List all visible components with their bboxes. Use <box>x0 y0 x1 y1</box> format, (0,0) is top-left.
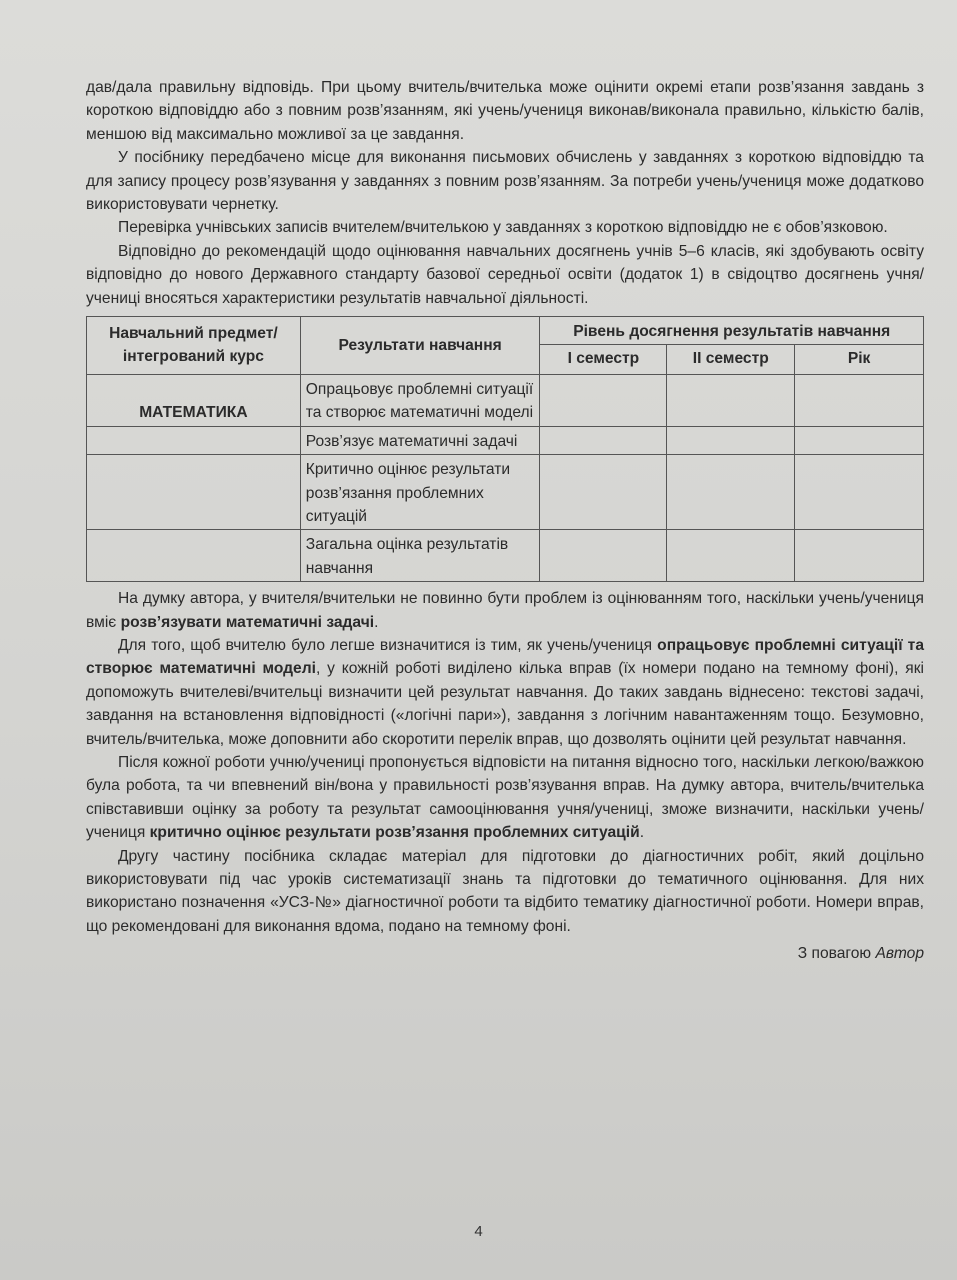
year-cell <box>795 374 924 426</box>
header-semester-1: І семестр <box>540 345 667 374</box>
header-subject: Навчальний предмет/ інтегрований курс <box>87 317 301 375</box>
paragraph-text: . <box>639 824 645 842</box>
subject-cell <box>87 455 301 530</box>
semester-1-cell <box>540 374 667 426</box>
paragraph <box>86 634 924 751</box>
header-results: Результати навчання <box>300 317 540 375</box>
page-content <box>86 76 924 966</box>
paragraph-text: Перевірка учнівських записів вчителем/вчителькою у завданнях з короткою відповіддю не є обов’язковою. <box>118 219 888 237</box>
paragraph <box>86 240 924 310</box>
paragraph-text: , у кожній роботі виділено кілька вправ (їх номери подано на темному фоні), які допоможуть вчителеві/вчительці визначити цей результат навчання. До таких завдань віднесено: текстові задачі, завдання на встановлення відповідності («логічні пари»), завдання з логічним навантаженням тощо. Безумовно, вчитель/вчителька, може доповнити або скоротити перелік вправ, що дозволять оцінити цей результат навчання. <box>86 660 924 748</box>
semester-2-cell <box>667 374 795 426</box>
intro-section <box>86 76 924 310</box>
subject-cell <box>87 530 301 582</box>
semester-2-cell <box>667 530 795 582</box>
semester-1-cell <box>540 426 667 454</box>
subject-cell: МАТЕМАТИКА <box>87 374 301 426</box>
table-row <box>87 455 924 530</box>
signature-author: Автор <box>875 945 924 963</box>
signature-text: З повагою <box>797 945 872 963</box>
emphasis-text: опрацьовує проблемні ситуації та створює математичні моделі <box>86 636 924 678</box>
paragraph <box>86 845 924 939</box>
semester-1-cell <box>540 455 667 530</box>
emphasis-text: критично оцінює результати розв’язання проблемних ситуацій <box>149 824 640 842</box>
paragraph-text: Відповідно до рекомендацій щодо оцінювання навчальних досягнень учнів 5–6 класів, які здобувають освіту відповідно до нового Державного стандарту базової середньої освіти (додаток 1) в свідоцтво досягнень учня/учениці вносяться характеристики результатів навчальної діяльності. <box>86 242 924 307</box>
subject-cell <box>87 426 301 454</box>
header-year: Рік <box>795 345 924 374</box>
semester-2-cell <box>667 455 795 530</box>
paragraph-text: Другу частину посібника складає матеріал для підготовки до діагностичних робіт, який доцільно використовувати під час уроків систематизації знань та підготовки до тематичного оцінювання. Для них використано позначення «УСЗ-№» діагностичної роботи та відбито тематику діагностичної роботи. Номери вправ, що рекомендовані для виконання вдома, подано на темному фоні. <box>86 847 924 935</box>
emphasis-text: розв’язувати математичні задачі <box>120 613 375 631</box>
table-row <box>87 374 924 426</box>
result-cell: Розв’язує математичні задачі <box>300 426 540 454</box>
year-cell <box>795 426 924 454</box>
paragraph-text: Для того, щоб вчителю було легше визначитися із тим, як учень/учениця <box>118 636 658 654</box>
header-semester-2: ІІ семестр <box>667 345 795 374</box>
paragraph-text: . <box>374 613 379 631</box>
table-row <box>87 530 924 582</box>
semester-2-cell <box>667 426 795 454</box>
paragraph <box>86 751 924 845</box>
paragraph-text: У посібнику передбачено місце для виконання письмових обчислень у завданнях з короткою відповіддю та для запису процесу розв’язування у завданнях з повним розв’язанням. За потреби учень/учениця може додатково використовувати чернетку. <box>86 149 924 214</box>
paragraph-text: Після кожної роботи учню/учениці пропонується відповісти на питання відносно того, наскільки легкою/важкою була робота, та чи впевнений він/вона у правильності розв’язування вправ. На думку автора, вчитель/вчителька співставивши оцінку за роботу та результат самооцінювання учня/учениці, зможе визначити, наскільки учень/учениця <box>86 753 924 842</box>
paragraph <box>86 216 924 239</box>
paragraph-text: дав/дала правильну відповідь. При цьому вчитель/вчителька може оцінити окремі етапи розв’язання завдань з короткою відповіддю або з повним розв’язанням, які учень/учениця виконав/виконала правильно, кількістю балів, меншою від максимально можливої за це завдання. <box>86 79 924 143</box>
result-cell: Критично оцінює результати розв’язання проблемних ситуацій <box>300 455 540 530</box>
page-number: 4 <box>474 1223 483 1240</box>
result-cell: Загальна оцінка результатів навчання <box>300 530 540 582</box>
paragraph <box>86 587 924 634</box>
year-cell <box>795 455 924 530</box>
year-cell <box>795 530 924 582</box>
semester-1-cell <box>540 530 667 582</box>
results-table <box>86 316 924 582</box>
explanation-section <box>86 587 924 938</box>
paragraph <box>86 76 924 146</box>
paragraph-text: На думку автора, у вчителя/вчительки не повинно бути проблем із оцінюванням того, наскільки учень/учениця вміє <box>86 590 924 631</box>
table-row <box>87 426 924 454</box>
header-level: Рівень досягнення результатів навчання <box>540 317 924 345</box>
result-cell: Опрацьовує проблемні ситуації та створює математичні моделі <box>300 374 540 426</box>
signature <box>86 942 924 965</box>
paragraph <box>86 146 924 216</box>
